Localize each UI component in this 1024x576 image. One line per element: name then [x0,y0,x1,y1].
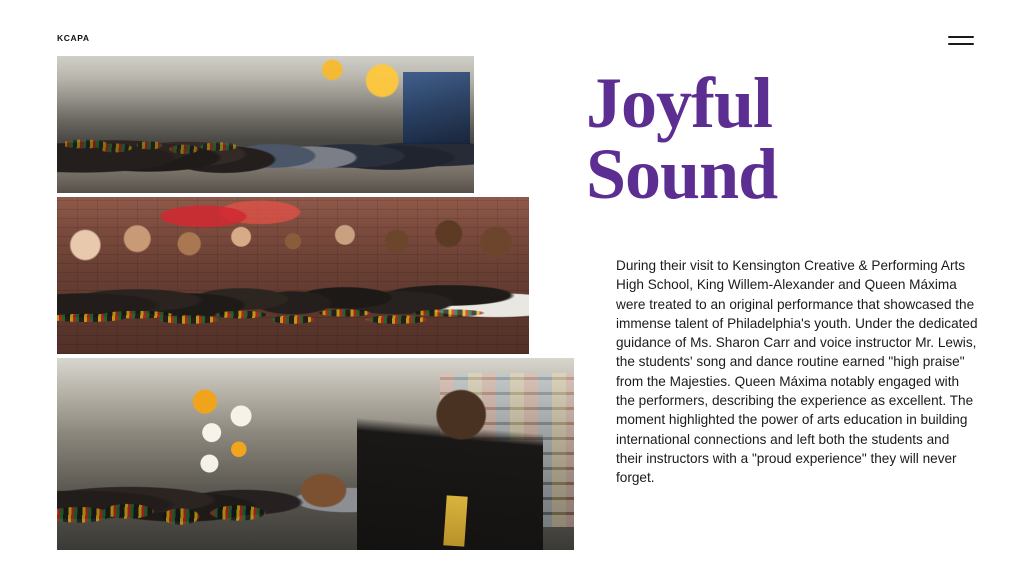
site-logo[interactable]: KCAPA [57,33,90,43]
photo-choir-group-portrait [57,197,529,354]
photo-1-kente-stoles [65,111,257,177]
page-title-line-1: Joyful [586,63,773,143]
article-body: During their visit to Kensington Creative & Performing Arts High School, King Willem-Alexander and Queen Máxima were treated to an original performance that showcased the immense talent of Philadelphia's youth. Under the dedicated guidance of Ms. Sharon Carr and voice instructor Mr. Lewis, the students' song and dance routine earned "high praise" from the Majesties. Queen Máxima notably engaged with the performers, describing the experience as excellent. The moment highlighted the power of arts education in building international connections and left both the students and their instructors with a "proud experience" they will never forget. [616,258,978,486]
menu-bar-1 [948,36,974,38]
photo-1-wall-screen [403,72,470,143]
photo-3-gold-tie [443,496,467,547]
photo-reception-hallway [57,56,474,193]
photo-3-raised-hand [290,466,357,516]
photo-2-kente-stoles [57,272,529,354]
photo-2-faces [57,216,529,279]
page-title-line-2: Sound [586,133,778,214]
photo-gallery [57,56,529,550]
photo-conductor-performance [57,358,574,550]
menu-bar-2 [948,43,974,45]
hamburger-menu-icon[interactable] [948,30,974,50]
photo-3-kente-stoles [57,462,295,550]
page-title [586,63,986,214]
